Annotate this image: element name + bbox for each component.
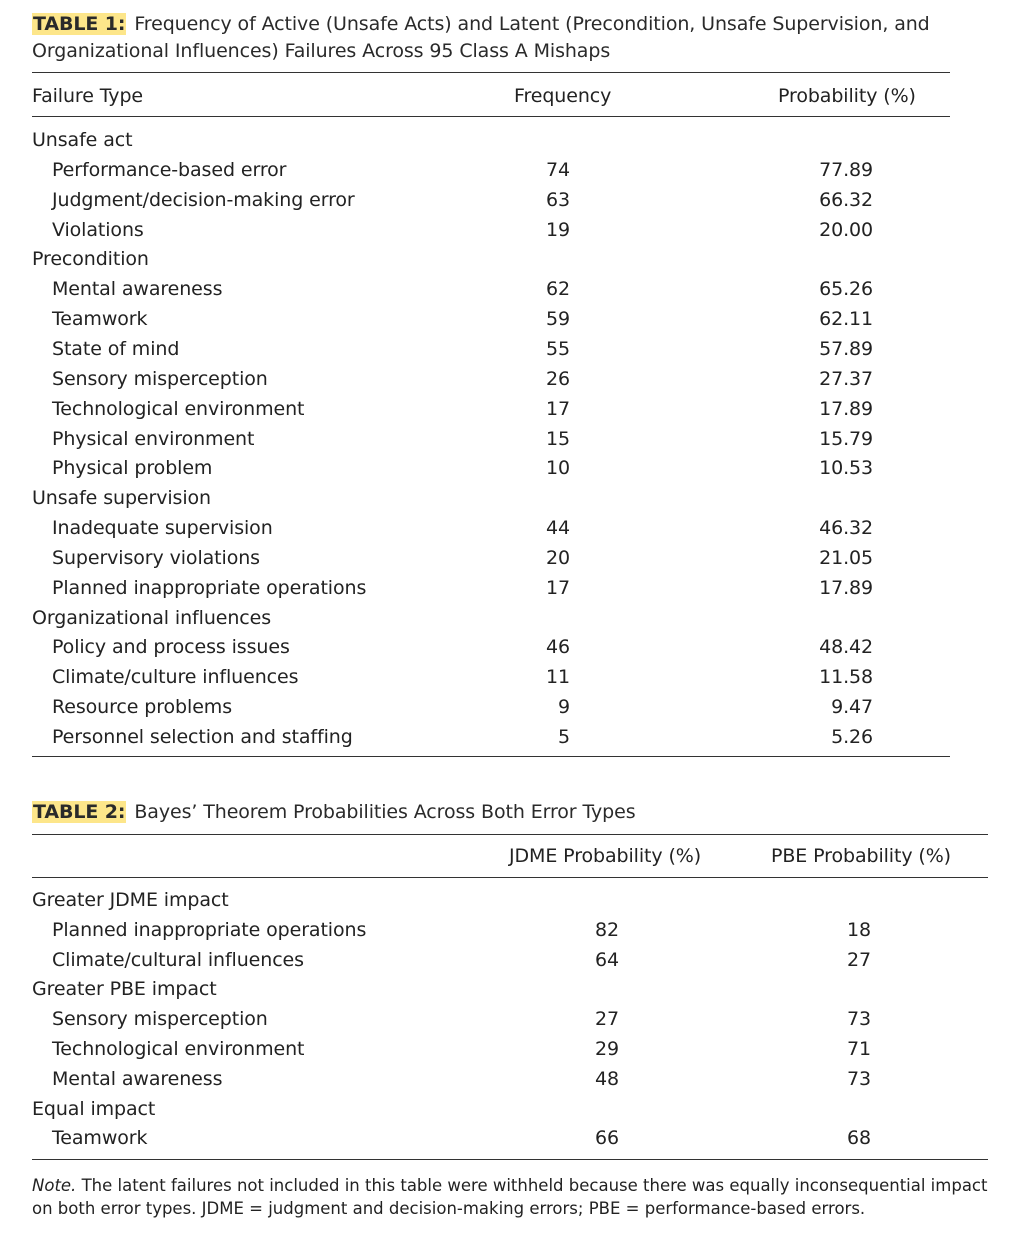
- table1-row-frequency: 74: [546, 159, 570, 181]
- table1-bottom-rule: [32, 756, 950, 757]
- table1-row-probability: 9.47: [831, 696, 873, 718]
- table1-row-probability: 27.37: [819, 368, 873, 390]
- table1-row-label: State of mind: [52, 338, 180, 360]
- table1-row-probability: 17.89: [819, 577, 873, 599]
- table1-row-frequency: 44: [546, 517, 570, 539]
- table2-row-label: Climate/cultural influences: [52, 949, 304, 971]
- table1-top-rule: [32, 72, 950, 73]
- table1-group-label: Unsafe act: [32, 129, 133, 151]
- table1-row-frequency: 59: [546, 308, 570, 330]
- table2-row-pbe: 27: [847, 949, 871, 971]
- table2-row-jdme: 29: [595, 1038, 619, 1060]
- table1-row-probability: 77.89: [819, 159, 873, 181]
- table1-row-probability: 15.79: [819, 428, 873, 450]
- table1-row-probability: 17.89: [819, 398, 873, 420]
- table1-row-frequency: 17: [546, 577, 570, 599]
- table1-row-probability: 48.42: [819, 636, 873, 658]
- table2-header-jdme: JDME Probability (%): [509, 845, 702, 867]
- table1-row-probability: 21.05: [819, 547, 873, 569]
- table1-row-frequency: 9: [558, 696, 570, 718]
- table2-bottom-rule: [32, 1159, 988, 1160]
- table1-row-label: Supervisory violations: [52, 547, 260, 569]
- table1-header-probability: Probability (%): [778, 85, 916, 107]
- table1-tag: TABLE 1:: [33, 13, 126, 35]
- table1-row-frequency: 26: [546, 368, 570, 390]
- table1-row-frequency: 15: [546, 428, 570, 450]
- table-note: [32, 1174, 992, 1220]
- table1-row-frequency: 55: [546, 338, 570, 360]
- table1-group-label: Precondition: [32, 248, 149, 270]
- table2-header-rule: [32, 877, 988, 878]
- table1-row-label: Violations: [52, 219, 144, 241]
- table1-row-probability: 62.11: [819, 308, 873, 330]
- table1-row-frequency: 5: [558, 726, 570, 748]
- table2-row-pbe: 18: [847, 919, 871, 941]
- table1-row-probability: 11.58: [819, 666, 873, 688]
- table2-row-jdme: 64: [595, 949, 619, 971]
- table1-row-probability: 5.26: [831, 726, 873, 748]
- table1-row-frequency: 11: [546, 666, 570, 688]
- table1-caption: [32, 11, 992, 65]
- table2-row-jdme: 66: [595, 1127, 619, 1149]
- note-text: The latent failures not included in this table were withheld because there was equally inconsequential impact on both error types. JDME = judgment and decision-making errors; PBE = performance-based errors.: [32, 1176, 988, 1218]
- table1-row-frequency: 19: [546, 219, 570, 241]
- table1-row-label: Resource problems: [52, 696, 232, 718]
- table1-header-failure-type: Failure Type: [32, 85, 143, 107]
- table1-group-label: Unsafe supervision: [32, 487, 211, 509]
- table1-row-label: Personnel selection and staffing: [52, 726, 353, 748]
- table1-row-frequency: 62: [546, 278, 570, 300]
- table2-row-pbe: 68: [847, 1127, 871, 1149]
- table1-row-label: Sensory misperception: [52, 368, 268, 390]
- table1-row-frequency: 63: [546, 189, 570, 211]
- table2-row-pbe: 73: [847, 1068, 871, 1090]
- table1-row-label: Planned inappropriate operations: [52, 577, 367, 599]
- table1-row-frequency: 17: [546, 398, 570, 420]
- table2-group-label: Equal impact: [32, 1098, 156, 1120]
- table1-row-probability: 66.32: [819, 189, 873, 211]
- table1-row-frequency: 20: [546, 547, 570, 569]
- table1-row-label: Performance-based error: [52, 159, 287, 181]
- table1-row-probability: 65.26: [819, 278, 873, 300]
- table1-row-label: Physical problem: [52, 457, 213, 479]
- table2-caption: [32, 799, 992, 826]
- table1-row-label: Teamwork: [52, 308, 148, 330]
- table2-group-label: Greater JDME impact: [32, 889, 229, 911]
- table1-row-probability: 46.32: [819, 517, 873, 539]
- table1-group-label: Organizational influences: [32, 607, 272, 629]
- table1-row-label: Policy and process issues: [52, 636, 290, 658]
- table1-row-label: Inadequate supervision: [52, 517, 273, 539]
- table1-row-label: Climate/culture influences: [52, 666, 299, 688]
- table1-row-label: Technological environment: [52, 398, 305, 420]
- table2-row-jdme: 48: [595, 1068, 619, 1090]
- table2-row-jdme: 82: [595, 919, 619, 941]
- table1-row-probability: 57.89: [819, 338, 873, 360]
- table2-group-label: Greater PBE impact: [32, 978, 217, 1000]
- table1-header-rule: [32, 116, 950, 117]
- table2-header-pbe: PBE Probability (%): [771, 845, 951, 867]
- table2-row-label: Teamwork: [52, 1127, 148, 1149]
- table2-row-label: Mental awareness: [52, 1068, 223, 1090]
- table2-tag: TABLE 2:: [33, 801, 126, 823]
- table2-title: Bayes’ Theorem Probabilities Across Both Error Types: [134, 801, 636, 823]
- table1-row-frequency: 10: [546, 457, 570, 479]
- table2-row-pbe: 73: [847, 1008, 871, 1030]
- table1-row-probability: 10.53: [819, 457, 873, 479]
- table1-title-line1: Frequency of Active (Unsafe Acts) and Latent (Precondition, Unsafe Supervision, and: [134, 13, 930, 35]
- table2-row-label: Sensory misperception: [52, 1008, 268, 1030]
- table1-row-probability: 20.00: [819, 219, 873, 241]
- table2-row-jdme: 27: [595, 1008, 619, 1030]
- table1-title-line2: Organizational Influences) Failures Across 95 Class A Mishaps: [32, 40, 611, 62]
- table2-row-label: Planned inappropriate operations: [52, 919, 367, 941]
- table2-row-label: Technological environment: [52, 1038, 305, 1060]
- table1-row-frequency: 46: [546, 636, 570, 658]
- table1-header-frequency: Frequency: [514, 85, 612, 107]
- table1-row-label: Judgment/decision-making error: [52, 189, 355, 211]
- table2-row-pbe: 71: [847, 1038, 871, 1060]
- table1-row-label: Physical environment: [52, 428, 255, 450]
- table1-row-label: Mental awareness: [52, 278, 223, 300]
- table2-top-rule: [32, 834, 988, 835]
- note-label: Note.: [32, 1176, 77, 1195]
